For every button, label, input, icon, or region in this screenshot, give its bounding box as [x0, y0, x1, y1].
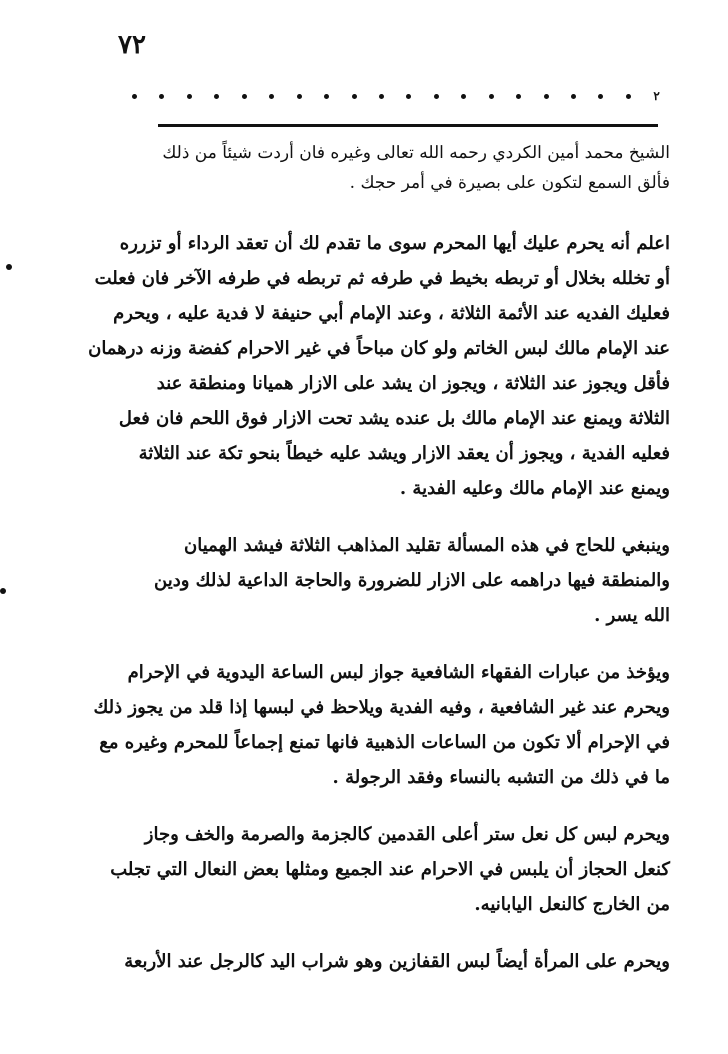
text-line: من الخارج كالنعل اليابانيه. [474, 894, 670, 915]
header-dot [132, 94, 137, 99]
margin-mark [0, 588, 6, 594]
header-dot [269, 94, 274, 99]
header-dot [187, 94, 192, 99]
header-dot [379, 94, 384, 99]
text-line: ويمنع عند الإمام مالك وعليه الفدية . [399, 478, 670, 499]
header-dot-row [132, 89, 660, 103]
text-line: ويحرم لبس كل نعل ستر أعلى القدمين كالجزمة والصرمة والخف وجاز [144, 824, 670, 845]
paragraph-4 [110, 817, 670, 922]
text-line: ويحرم على المرأة أيضاً لبس القفازين وهو شراب اليد كالرجل عند الأربعة [124, 951, 670, 972]
paragraph-2 [150, 528, 670, 633]
text-line: ويحرم عند غير الشافعية ، وفيه الفدية ويلاحظ في لبسها إذا قلد من يجوز ذلك [93, 697, 670, 718]
margin-mark [6, 264, 12, 270]
text-line: كنعل الحجاز أن يلبس في الاحرام عند الجميع ومثلها بعض النعال التي تجلب [110, 859, 670, 880]
header-dot [324, 94, 329, 99]
text-line: أو تخلله بخلال أو تربطه بخيط في طرفه ثم تربطه في طرفه الآخر فان فعلت [94, 268, 670, 289]
intro-paragraph [150, 138, 670, 198]
header-dot [242, 94, 247, 99]
text-line: فألق السمع لتكون على بصيرة في أمر حجك . [349, 173, 670, 193]
paragraph-1 [88, 226, 670, 506]
text-line: ويؤخذ من عبارات الفقهاء الشافعية جواز لبس الساعة اليدوية في الإحرام [127, 662, 670, 683]
text-line: الشيخ محمد أمين الكردي رحمه الله تعالى وغيره فان أردت شيئاً من ذلك [162, 143, 670, 163]
text-line: الله يسر . [594, 605, 670, 626]
text-line: ما في ذلك من التشبه بالنساء وفقد الرجولة . [332, 767, 670, 788]
header-dot [571, 94, 576, 99]
header-rule [158, 124, 658, 127]
text-line: فعليك الفديه عند الأئمة الثلاثة ، وعند الإمام أبي حنيفة لا فدية عليه ، ويحرم [113, 303, 670, 324]
text-line: فعليه الفدية ، ويجوز أن يعقد الازار ويشد عليه خيطاً بنحو تكة عند الثلاثة [138, 443, 670, 464]
text-line: في الإحرام ألا تكون من الساعات الذهبية فانها تمنع إجماعاً للمحرم وغيره مع [99, 732, 670, 753]
text-line: اعلم أنه يحرم عليك أيها المحرم سوى ما تقدم لك أن تعقد الرداء أو تزرره [119, 233, 670, 254]
text-line: فأقل ويجوز عند الثلاثة ، ويجوز ان يشد على الازار هميانا ومنطقة عند [156, 373, 670, 394]
header-mark: ٢ [653, 89, 660, 103]
header-dot [159, 94, 164, 99]
header-dot [434, 94, 439, 99]
header-dot [297, 94, 302, 99]
header-dot [626, 94, 631, 99]
header-dot [461, 94, 466, 99]
text-line: الثلاثة ويمنع عند الإمام مالك بل عنده يشد تحت الازار فوق اللحم فان فعل [118, 408, 670, 429]
text-line: والمنطقة فيها دراهمه على الازار للضرورة والحاجة الداعية لذلك ودين [154, 570, 670, 591]
header-dot [352, 94, 357, 99]
header-dot [544, 94, 549, 99]
page-number: ٧٢ [118, 30, 146, 60]
header-dot [214, 94, 219, 99]
text-line: عند الإمام مالك لبس الخاتم ولو كان مباحاً في غير الاحرام كفضة وزنه درهمان [88, 338, 670, 359]
text-line: وينبغي للحاج في هذه المسألة تقليد المذاهب الثلاثة فيشد الهميان [183, 535, 670, 556]
header-dot [406, 94, 411, 99]
header-dot [598, 94, 603, 99]
page-content [88, 138, 670, 979]
header-dot [516, 94, 521, 99]
paragraph-3 [93, 655, 670, 795]
header-dot [489, 94, 494, 99]
paragraph-5 [124, 944, 670, 979]
